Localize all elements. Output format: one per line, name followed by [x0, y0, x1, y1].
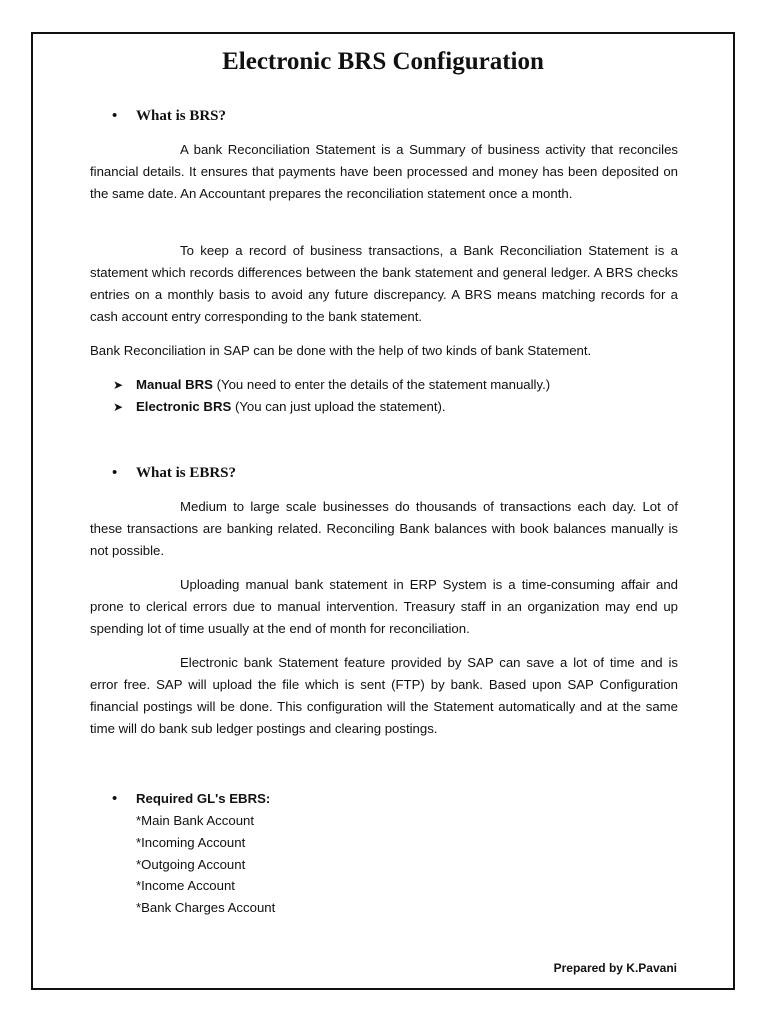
kind-manual-brs [136, 374, 550, 396]
heading-what-is-brs: What is BRS? [136, 108, 227, 124]
brs-paragraph-3: Bank Reconciliation in SAP can be done with the help of two kinds of bank Statement. [90, 343, 592, 358]
arrow-bullet-icon: ➤ [113, 400, 124, 414]
heading-required-gls: Required GL's EBRS: [136, 791, 271, 806]
bullet-icon: • [112, 107, 118, 124]
gl-item: *Income Account [136, 878, 235, 893]
brs-paragraph-2: To keep a record of business transactions, a Bank Reconciliation Statement is a statement which records differences between the bank statement and general ledger. A BRS checks entries on a monthly basis to avoid any future discrepancy. A BRS means matching records for a cash account entry corresponding to the bank statement. [90, 243, 678, 324]
footer-author: Prepared by K.Pavani [553, 961, 677, 975]
gl-item: *Outgoing Account [136, 857, 246, 872]
kind-electronic-brs [136, 396, 446, 418]
bullet-icon: • [112, 464, 118, 481]
gl-item: *Bank Charges Account [136, 900, 276, 915]
kind-desc: (You can just upload the statement). [231, 399, 446, 414]
brs-paragraph-1: A bank Reconciliation Statement is a Summary of business activity that reconciles financial details. It ensures that payments have been processed and money has been deposited on the same date. An Accountant prepares the reconciliation statement once a month. [90, 142, 678, 201]
gl-item: *Main Bank Account [136, 813, 255, 828]
kind-desc: (You need to enter the details of the statement manually.) [212, 377, 551, 392]
document-title: Electronic BRS Configuration [222, 48, 544, 75]
bullet-icon: • [112, 790, 118, 807]
gl-item: *Incoming Account [136, 835, 246, 850]
ebrs-paragraph-1: Medium to large scale businesses do thousands of transactions each day. Lot of these transactions are banking related. Reconciling Bank balances with book balances manually is not possible. [90, 499, 678, 558]
ebrs-paragraph-2: Uploading manual bank statement in ERP System is a time-consuming affair and prone to clerical errors due to manual intervention. Treasury staff in an organization may end up spending lot of time usually at the end of month for reconciliation. [90, 577, 678, 636]
kind-name: Manual BRS [136, 377, 213, 392]
kind-name: Electronic BRS [136, 399, 232, 414]
ebrs-paragraph-3: Electronic bank Statement feature provided by SAP can save a lot of time and is error free. SAP will upload the file which is sent (FTP) by bank. Based upon SAP Configuration financial postings will be done. This configuration will the Statement automatically and at the same time will do bank sub ledger postings and clearing postings. [90, 655, 678, 736]
heading-what-is-ebrs: What is EBRS? [136, 465, 237, 481]
arrow-bullet-icon: ➤ [113, 378, 124, 392]
